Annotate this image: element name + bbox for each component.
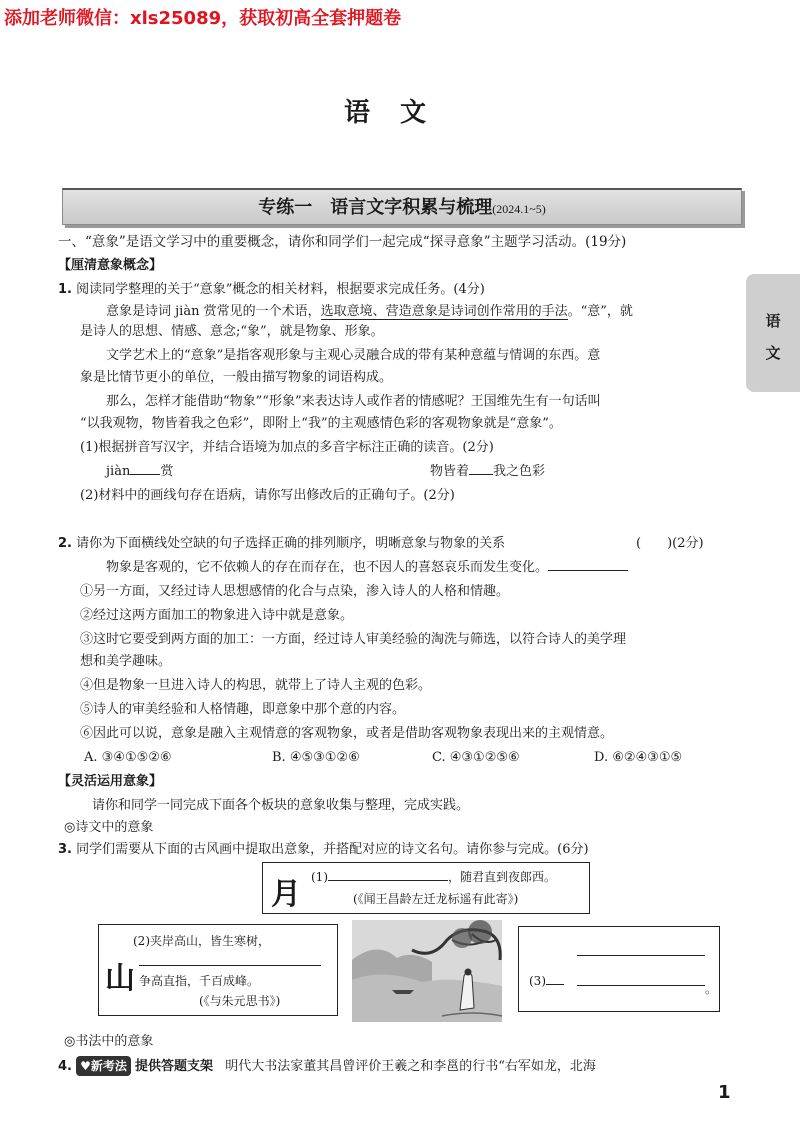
q2-option-d[interactable]: D. ⑥②④③①⑤ [594,750,683,765]
q1-task1-answer-b [430,462,545,482]
tag-icon: ♥ [80,1059,91,1073]
poetry-heading: ◎诗文中的意象 [64,820,154,835]
apply-instruction: 请你和同学一同完成下面各个板块的意象收集与整理，完成实践。 [92,798,470,813]
q2-option-b[interactable]: B. ④⑤③①②⑥ [272,750,360,765]
box3-short-blank[interactable] [546,984,564,985]
q2-intro-text: 物象是客观的，它不依赖人的存在而存在，也不因人的喜怒哀乐而发生变化。 [106,560,549,575]
q1-task1: (1)根据拼音写汉字，并结合语境为加点的多音字标注正确的读音。(2分) [80,440,494,455]
char-shang: 赏 [160,464,174,479]
q3-number: 3. [58,842,72,857]
banner-title-wrap [63,193,741,219]
answer-blank-jian[interactable] [130,474,160,475]
mountain-line1: (2)夹岸高山，皆生寒树， [133,934,270,948]
section-banner [62,188,742,225]
watermark: 添加老师微信：xls25089，获取初高全套押题卷 [4,8,402,29]
mountain-box [98,924,338,1016]
q4-number: 4. [58,1059,72,1074]
moon-answer-blank[interactable] [328,880,448,881]
page-title: 语文 [343,98,456,128]
q2-option-c[interactable]: C. ④③①②⑤⑥ [432,750,520,765]
moon-source: (《闻王昌龄左迁龙标遥有此寄》) [353,892,519,906]
side-tab-char-2: 文 [765,344,781,362]
section-heading: 一、“意象”是语文学习中的重要概念，请你和同学们一起完成“探寻意象”主题学习活动。(19分) [58,234,627,250]
q1-para3-line2: “以我观物，物皆着我之色彩”，即附上“我”的主观感情色彩的客观物象就是“意象”。 [80,416,562,431]
blank-imagery-box [518,926,720,1012]
q1-para1-a: 意象是诗词 jiàn 赏常见的一个术语， [106,304,321,319]
q1-para2-line2: 象是比情节更小的单位，一般由描写物象的词语构成。 [80,370,393,385]
side-tab-char-1: 语 [765,312,781,330]
phrase-wujiezhuo: 物皆着 [430,464,470,479]
banner-title: 专练一 语言文字积累与梳理 [258,197,493,218]
subheading-apply: 【灵活运用意象】 [58,774,163,789]
calligraphy-heading: ◎书法中的意象 [64,1034,154,1049]
moon-char: 月 [271,877,301,912]
q2-stem-line [58,534,505,554]
ancient-painting-image [352,920,502,1022]
q4-stem-line [58,1056,596,1077]
banner-date: (2024.1~5) [492,202,546,216]
mountain-line2: 争高直指，千百成峰。 [139,974,260,988]
box3-blank-line2[interactable] [577,985,705,986]
box3-end: 。 [705,982,718,996]
q4-tag-note: 提供答题支架 [135,1059,214,1074]
moon-line-end: ，随君直到夜郎西。 [448,870,557,884]
q4-stem: 明代大书法家董其昌曾评价王羲之和李邕的行书“右军如龙，北海 [225,1059,596,1074]
q3-stem: 同学们需要从下面的古风画中提取出意象，并搭配对应的诗文名句。请你参与完成。(6分) [76,842,589,857]
q2-answer-paren[interactable]: ( )(2分) [636,536,704,551]
q2-number: 2. [58,536,72,551]
phrase-wozhisecai: 我之色彩 [493,464,546,479]
q1-para2-line1: 文学艺术上的“意象”是指客观形象与主观心灵融合成的带有某种意蕴与情调的东西。意 [106,348,601,363]
q2-option-a[interactable]: A. ③④①⑤②⑥ [84,750,172,765]
answer-blank-zhuo[interactable] [469,474,493,475]
q1-number: 1. [58,282,72,297]
box3-blank-line1[interactable] [577,955,705,956]
mountain-source: (《与朱元思书》) [199,994,281,1008]
q1-para1-b: 。“意”，就 [567,304,633,319]
box3-line [529,971,564,991]
mountain-answer-blank[interactable] [139,965,321,966]
q2-item-4: ④但是物象一旦进入诗人的构思，就带上了诗人主观的色彩。 [80,678,432,693]
moon-line [311,867,556,887]
moon-line-label: (1) [311,870,328,884]
q1-stem: 阅读同学整理的关于“意象”概念的相关材料，根据要求完成任务。(4分) [76,282,485,297]
q2-item-2: ②经过这两方面加工的物象进入诗中就是意象。 [80,608,354,623]
q2-item-3: ③这时它要受到两方面的加工：一方面，经过诗人审美经验的淘洗与筛选，以符合诗人的美学理 [80,632,627,647]
q2-intro-blank [548,570,628,571]
q3-stem-line [58,840,589,860]
q2-item-5: ⑤诗人的审美经验和人格情趣，即意象中那个意的内容。 [80,702,406,717]
tag-label: 新考法 [90,1059,127,1073]
side-subject-tab [746,274,800,392]
q1-para3-line1: 那么，怎样才能借助“物象”“形象”来表达诗人或作者的情感呢？王国维先生有一句话叫 [106,394,601,409]
q2-item-1: ①另一方面，又经过诗人思想感情的化合与点染，渗入诗人的人格和情趣。 [80,584,510,599]
q2-stem: 请你为下面横线处空缺的句子选择正确的排列顺序，明晰意象与物象的关系 [76,536,506,551]
q1-stem-line [58,280,485,300]
pinyin-jian: jiàn [106,464,131,479]
subheading-concept: 【厘清意象概念】 [58,258,163,273]
q2-intro [106,558,628,578]
q1-para1-line2: 是诗人的思想、情感、意念;“象”，就是物象、形象。 [80,324,384,339]
q1-underlined-sentence: 选取意境、营造意象是诗词创作常用的手法 [320,304,568,319]
page-number: 1 [718,1082,731,1103]
mountain-char: 山 [105,961,135,996]
box3-label: (3) [529,974,546,988]
q1-task2: (2)材料中的画线句存在语病，请你写出修改后的正确句子。(2分) [80,488,455,503]
moon-box [262,862,590,914]
new-exam-tag [76,1056,131,1076]
q2-item-3-cont: 想和美学趣味。 [80,654,172,669]
q1-para1-line1 [106,302,633,322]
q1-task1-answer-a [106,462,173,482]
q2-item-6: ⑥因此可以说，意象是融入主观情意的客观物象，或者是借助客观物象表现出来的主观情意。 [80,726,614,741]
